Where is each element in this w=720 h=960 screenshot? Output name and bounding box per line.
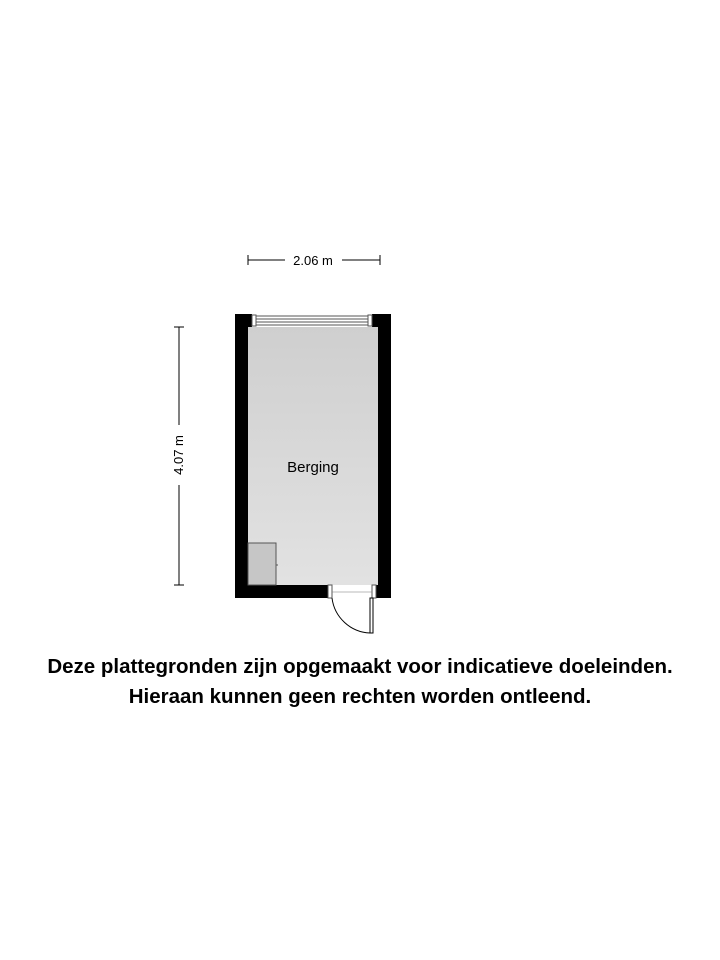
width-label: 2.06 m	[293, 253, 333, 268]
door	[328, 585, 376, 633]
width-dimension	[248, 253, 380, 268]
disclaimer-line-1: Deze plattegronden zijn opgemaakt voor indicatieve doeleinden.	[47, 655, 673, 678]
window	[252, 315, 372, 326]
cabinet	[248, 543, 278, 585]
disclaimer-line-2: Hieraan kunnen geen rechten worden ontleend.	[128, 685, 592, 708]
height-dimension	[171, 327, 186, 585]
room-label: Berging	[287, 459, 339, 476]
height-label: 4.07 m	[171, 435, 186, 475]
disclaimer	[0, 652, 720, 712]
